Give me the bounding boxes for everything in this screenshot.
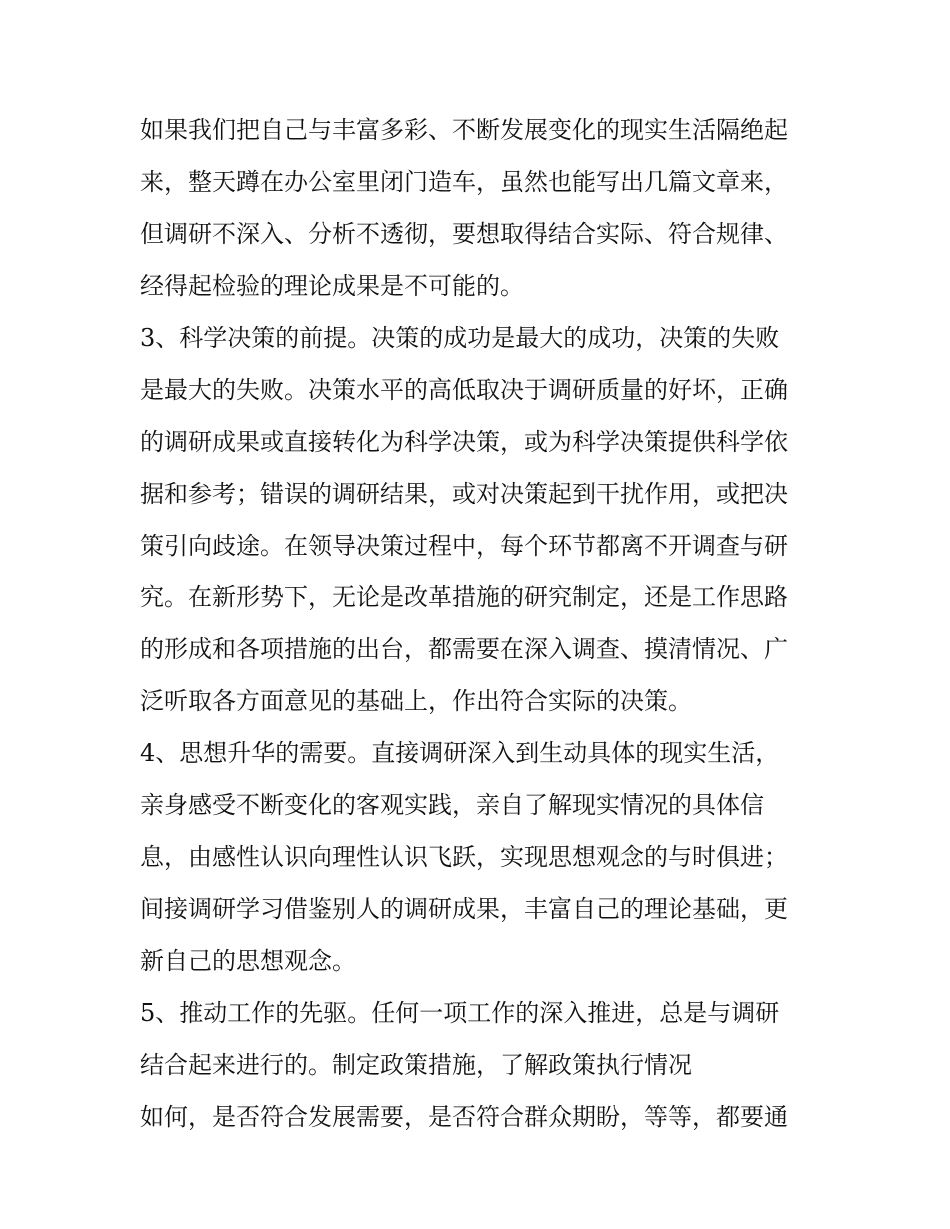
text-line: 新自己的思想观念。 (140, 947, 356, 975)
text-line: 策引向歧途。在领导决策过程中，每个环节都离不开调查与研 (140, 532, 788, 560)
text-line: 但调研不深入、分析不透彻，要想取得结合实际、符合规律、 (140, 220, 788, 248)
text-line: 4、思想升华的需要。直接调研深入到生动具体的现实生活， (140, 739, 780, 767)
text-line: 结合起来进行的。制定政策措施，了解政策执行情况 (140, 1051, 692, 1079)
text-line: 来，整天蹲在办公室里闭门造车，虽然也能写出几篇文章来， (140, 168, 788, 196)
text-line: 泛听取各方面意见的基础上，作出符合实际的决策。 (140, 687, 692, 715)
text-line: 究。在新形势下，无论是改革措施的研究制定，还是工作思路 (140, 583, 788, 611)
text-line: 5、推动工作的先驱。任何一项工作的深入推进，总是与调研 (140, 999, 780, 1027)
text-line: 如果我们把自己与丰富多彩、不断发展变化的现实生活隔绝起 (140, 116, 788, 144)
text-line: 3、科学决策的前提。决策的成功是最大的成功，决策的失败 (140, 324, 780, 352)
text-line: 息，由感性认识向理性认识飞跃，实现思想观念的与时俱进； (140, 843, 788, 871)
text-line: 亲身感受不断变化的客观实践，亲自了解现实情况的具体信 (140, 791, 764, 819)
text-line: 如何，是否符合发展需要，是否符合群众期盼，等等，都要通 (140, 1103, 788, 1131)
text-line: 的形成和各项措施的出台，都需要在深入调查、摸清情况、广 (140, 635, 788, 663)
text-line: 据和参考；错误的调研结果，或对决策起到干扰作用，或把决 (140, 480, 788, 508)
text-line: 的调研成果或直接转化为科学决策，或为科学决策提供科学依 (140, 428, 788, 456)
text-line: 是最大的失败。决策水平的高低取决于调研质量的好坏，正确 (140, 376, 788, 404)
text-line: 间接调研学习借鉴别人的调研成果，丰富自己的理论基础，更 (140, 895, 788, 923)
text-line: 经得起检验的理论成果是不可能的。 (140, 272, 524, 300)
